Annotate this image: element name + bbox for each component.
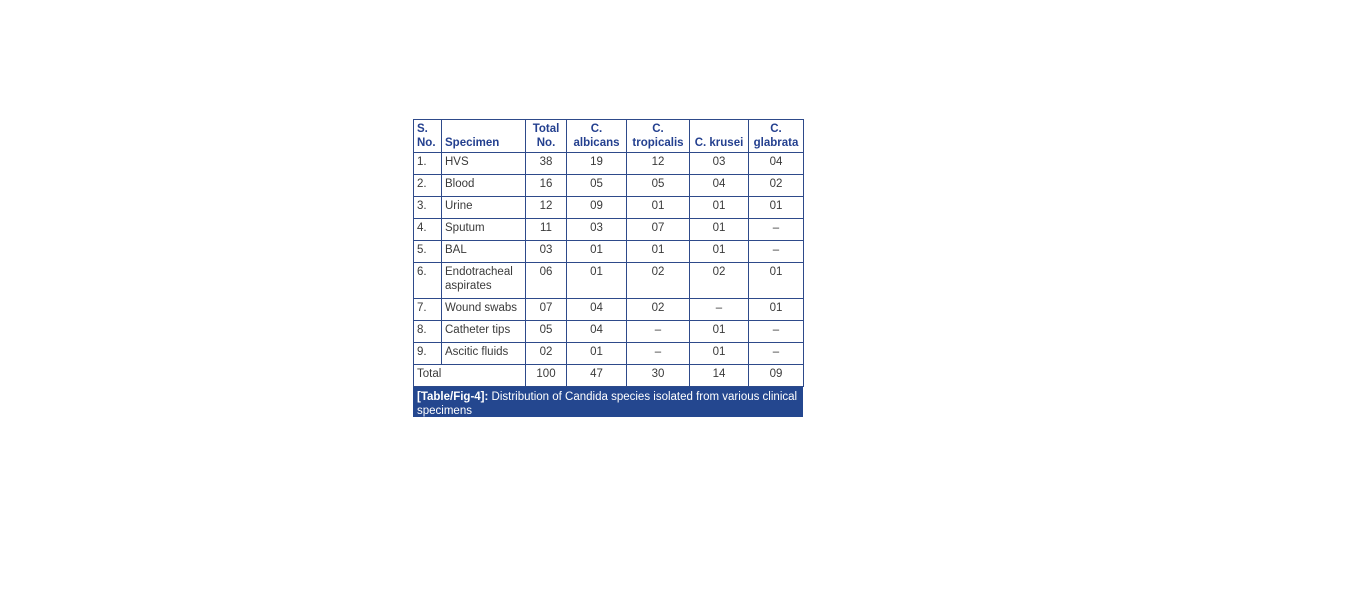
cell-albicans: 09 bbox=[567, 197, 627, 219]
cell-specimen: Catheter tips bbox=[442, 321, 526, 343]
total-label: Total bbox=[414, 365, 526, 387]
cell-tropicalis: 02 bbox=[627, 299, 690, 321]
cell-sno: 2. bbox=[414, 175, 442, 197]
cell-tropicalis: – bbox=[627, 343, 690, 365]
cell-total: 03 bbox=[526, 241, 567, 263]
cell-krusei: 01 bbox=[690, 321, 749, 343]
cell-specimen: Wound swabs bbox=[442, 299, 526, 321]
cell-tropicalis: 01 bbox=[627, 241, 690, 263]
caption-label: [Table/Fig-4]: bbox=[417, 391, 489, 403]
cell-sno: 8. bbox=[414, 321, 442, 343]
table-caption bbox=[413, 387, 803, 417]
total-cell-total: 100 bbox=[526, 365, 567, 387]
cell-specimen: Ascitic fluids bbox=[442, 343, 526, 365]
caption-text: Distribution of Candida species isolated from various clinical specimens bbox=[417, 391, 798, 417]
cell-albicans: 04 bbox=[567, 321, 627, 343]
cell-sno: 9. bbox=[414, 343, 442, 365]
table-row bbox=[414, 321, 804, 343]
table-row bbox=[414, 153, 804, 175]
cell-specimen: HVS bbox=[442, 153, 526, 175]
cell-sno: 4. bbox=[414, 219, 442, 241]
cell-sno: 6. bbox=[414, 263, 442, 299]
cell-total: 07 bbox=[526, 299, 567, 321]
cell-total: 02 bbox=[526, 343, 567, 365]
cell-krusei: 01 bbox=[690, 197, 749, 219]
cell-specimen: Sputum bbox=[442, 219, 526, 241]
cell-glabrata: – bbox=[749, 343, 804, 365]
cell-total: 11 bbox=[526, 219, 567, 241]
cell-albicans: 05 bbox=[567, 175, 627, 197]
header-specimen: Specimen bbox=[442, 120, 526, 153]
cell-albicans: 01 bbox=[567, 343, 627, 365]
total-cell-krusei: 14 bbox=[690, 365, 749, 387]
cell-sno: 7. bbox=[414, 299, 442, 321]
cell-specimen: Blood bbox=[442, 175, 526, 197]
header-krusei: C. krusei bbox=[690, 120, 749, 153]
cell-total: 06 bbox=[526, 263, 567, 299]
table-row bbox=[414, 219, 804, 241]
header-sno: S. No. bbox=[414, 120, 442, 153]
cell-albicans: 19 bbox=[567, 153, 627, 175]
cell-glabrata: – bbox=[749, 241, 804, 263]
cell-glabrata: 01 bbox=[749, 263, 804, 299]
cell-tropicalis: 05 bbox=[627, 175, 690, 197]
cell-tropicalis: 07 bbox=[627, 219, 690, 241]
cell-specimen: Urine bbox=[442, 197, 526, 219]
table-row bbox=[414, 175, 804, 197]
cell-krusei: – bbox=[690, 299, 749, 321]
cell-glabrata: 01 bbox=[749, 197, 804, 219]
cell-krusei: 01 bbox=[690, 219, 749, 241]
cell-albicans: 01 bbox=[567, 263, 627, 299]
table-row bbox=[414, 263, 804, 299]
cell-albicans: 01 bbox=[567, 241, 627, 263]
cell-sno: 5. bbox=[414, 241, 442, 263]
cell-glabrata: 04 bbox=[749, 153, 804, 175]
header-total: Total No. bbox=[526, 120, 567, 153]
cell-total: 16 bbox=[526, 175, 567, 197]
total-cell-tropicalis: 30 bbox=[627, 365, 690, 387]
cell-krusei: 01 bbox=[690, 343, 749, 365]
cell-tropicalis: 01 bbox=[627, 197, 690, 219]
total-row bbox=[414, 365, 804, 387]
table-row bbox=[414, 241, 804, 263]
cell-albicans: 03 bbox=[567, 219, 627, 241]
cell-sno: 1. bbox=[414, 153, 442, 175]
cell-krusei: 04 bbox=[690, 175, 749, 197]
cell-glabrata: – bbox=[749, 321, 804, 343]
header-albicans: C. albicans bbox=[567, 120, 627, 153]
total-cell-glabrata: 09 bbox=[749, 365, 804, 387]
cell-total: 12 bbox=[526, 197, 567, 219]
cell-glabrata: 01 bbox=[749, 299, 804, 321]
header-row bbox=[414, 120, 804, 153]
cell-tropicalis: – bbox=[627, 321, 690, 343]
cell-krusei: 03 bbox=[690, 153, 749, 175]
header-glabrata: C. glabrata bbox=[749, 120, 804, 153]
header-tropicalis: C. tropicalis bbox=[627, 120, 690, 153]
table-row bbox=[414, 299, 804, 321]
total-cell-albicans: 47 bbox=[567, 365, 627, 387]
cell-tropicalis: 12 bbox=[627, 153, 690, 175]
cell-specimen: Endotracheal aspirates bbox=[442, 263, 526, 299]
cell-glabrata: 02 bbox=[749, 175, 804, 197]
cell-krusei: 01 bbox=[690, 241, 749, 263]
cell-sno: 3. bbox=[414, 197, 442, 219]
cell-krusei: 02 bbox=[690, 263, 749, 299]
cell-total: 38 bbox=[526, 153, 567, 175]
table-row bbox=[414, 197, 804, 219]
candida-distribution-table bbox=[413, 119, 804, 387]
cell-specimen: BAL bbox=[442, 241, 526, 263]
cell-albicans: 04 bbox=[567, 299, 627, 321]
cell-glabrata: – bbox=[749, 219, 804, 241]
table-body bbox=[414, 153, 804, 387]
cell-tropicalis: 02 bbox=[627, 263, 690, 299]
cell-total: 05 bbox=[526, 321, 567, 343]
table-figure bbox=[413, 119, 803, 417]
table-row bbox=[414, 343, 804, 365]
